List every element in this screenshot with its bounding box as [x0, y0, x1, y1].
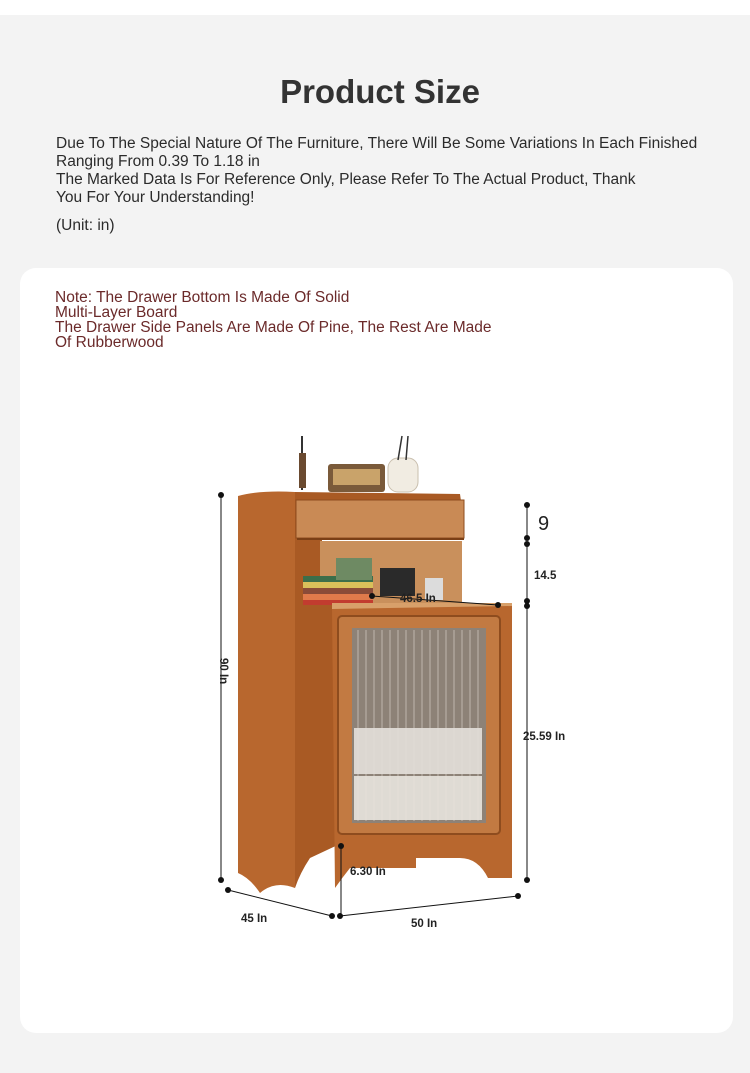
unit-note: (Unit: in) — [56, 217, 115, 234]
description-line: Ranging From 0.39 To 1.18 in — [56, 153, 260, 170]
height-label: 90 In — [217, 658, 229, 685]
description-line: The Marked Data Is For Reference Only, Please Refer To The Actual Product, Thank — [56, 171, 636, 188]
description-line: You For Your Understanding! — [56, 189, 255, 206]
depth-label: 45 In — [241, 913, 268, 925]
shelf-gap-label: 14.5 — [534, 570, 557, 582]
shelf-width-label: 46.5 In — [400, 593, 436, 605]
cabinet-illustration — [238, 436, 512, 893]
note-line: The Drawer Side Panels Are Made Of Pine, The Rest Are Made — [55, 319, 492, 336]
page-title: Product Size — [280, 73, 480, 110]
note-line: Note: The Drawer Bottom Is Made Of Solid — [55, 289, 350, 306]
product-card — [20, 268, 733, 1033]
drawer-top-label: 9 — [538, 513, 550, 535]
description — [56, 135, 750, 207]
cabinet-height-label: 25.59 In — [523, 731, 566, 743]
note-line: Multi-Layer Board — [55, 304, 178, 321]
cabinet-dimension-diagram — [20, 268, 733, 1033]
description-line: Due To The Special Nature Of The Furniture, There Will Be Some Variations In Each Finished — [56, 135, 698, 152]
leg-height-label: 6.30 In — [350, 866, 386, 878]
page-background — [0, 15, 750, 1073]
note-line: Of Rubberwood — [55, 334, 164, 351]
width-label: 50 In — [411, 918, 438, 930]
